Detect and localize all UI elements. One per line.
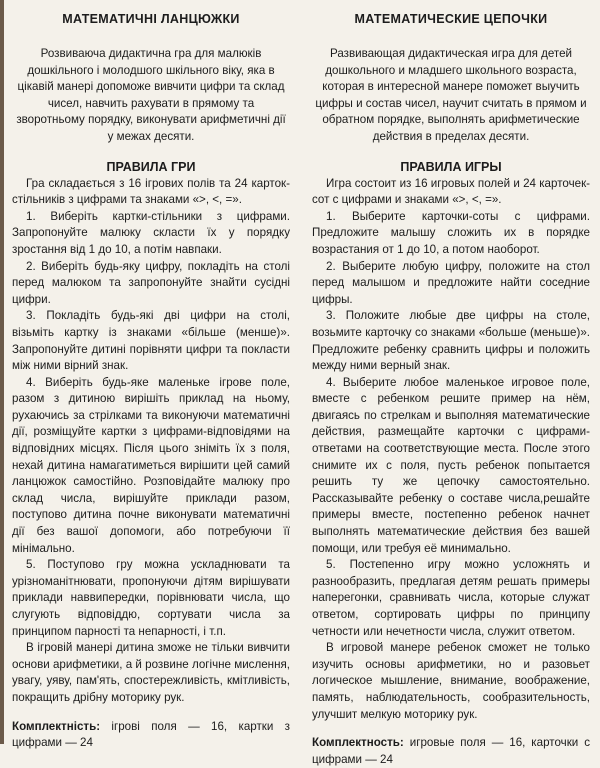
ukrainian-intro: Розвиваюча дидактична гра для малюків дошкільного і молодшого шкільного віку, яка в цікавій манері допоможе вивчити цифри та склад чисел, навчить рахувати в прямому та зворотньому порядку, виконувати арифметичні дії у межах десяти. xyxy=(16,47,286,143)
russian-column xyxy=(312,8,590,768)
russian-kit-text: игровые поля — 16, карточки с цифрами — 24 xyxy=(312,736,590,766)
russian-rules-paragraph: 4. Выберите любое маленькое игровое поле, вместе с ребенком решите пример на нём, двигаясь по стрелкам и выполняя математические действия, размещайте карточки с цифрами-ответами на соответствующие места. После этого снимите их с поля, пусть ребенок попытается решить ту же цепочку самостоятельно. Рассказывайте ребенку о составе числа,решайте примеры вместе, постепенно ребенок начнет выполнять математические действия без вашей помощи, или требуя её минимально. xyxy=(312,375,590,555)
russian-rules-paragraph: 1. Выберите карточки-соты с цифрами. Предложите малышу сложить их в порядке возрастания от 1 до 10, а потом наоборот. xyxy=(312,209,590,256)
ukrainian-rules-paragraph: 3. Покладіть будь-які дві цифри на столі, візьміть картку із знаками «більше (менше)». Запропонуйте дитині порівняти цифри та покласти між ними вірний знак. xyxy=(12,309,290,373)
page-edge xyxy=(0,0,4,744)
russian-title: МАТЕМАТИЧЕСКИЕ ЦЕПОЧКИ xyxy=(354,12,548,26)
ukrainian-rules-paragraph: 1. Виберіть картки-стільники з цифрами. Запропонуйте малюку скласти їх у порядку зростання від 1 до 10, а потім навпаки. xyxy=(12,209,290,256)
ukrainian-rules-heading: ПРАВИЛА ГРИ xyxy=(106,159,196,174)
russian-rules-paragraph: Игра состоит из 16 игровых полей и 24 карточек-сот с цифрами и знаками «>, <, =». xyxy=(312,176,590,207)
ukrainian-kit-text: ігрові поля — 16, картки з цифрами — 24 xyxy=(12,719,290,750)
ukrainian-rules-paragraph: 5. Поступово гру можна ускладнювати та урізноманітнювати, пропонуючи дітям вирішувати приклади наввипередки, порівнювати числа, що слугують відповіддю, сортувати числа за принципом парності та непарності, і т.п. xyxy=(12,558,290,638)
ukrainian-rules-paragraph: В ігровій манері дитина зможе не тільки вивчити основи арифметики, а й розвине логічне мислення, увагу, уяву, пам'ять, спостережливість, кмітливість, покращить дрібну моторику рук. xyxy=(12,641,290,704)
ukrainian-rules-paragraph: Гра складається з 16 ігрових полів та 24 карток-стільників з цифрами та знаками «>, <, =». xyxy=(12,176,290,207)
russian-rules-paragraph: 3. Положите любые две цифры на столе, возьмите карточку со знаками «больше (меньше)». Предложите ребенку сравнить цифры и положить между ними верный знак. xyxy=(312,309,590,373)
russian-rules-paragraph: 5. Постепенно игру можно усложнять и разнообразить, предлагая детям решать примеры наперегонки, сравнивать числа, которые служат ответом, сортировать цифры по принципу четности или нечетности числа, служит ответом. xyxy=(312,558,590,638)
ukrainian-title: МАТЕМАТИЧНІ ЛАНЦЮЖКИ xyxy=(62,12,240,26)
russian-intro: Развивающая дидактическая игра для детей дошкольного и младшего школьного возраста, которая в интересной манере поможет выучить цифры и состав чисел, научит считать в прямом и обратном порядке, выполнять арифметические действия в пределах десяти. xyxy=(315,47,587,143)
ukrainian-rules-paragraph: 2. Виберіть будь-яку цифру, покладіть на столі перед малюком та запропонуйте знайти сусідні цифри. xyxy=(12,259,290,306)
ukrainian-column xyxy=(12,8,290,768)
russian-rules-paragraph: 2. Выберите любую цифру, положите на стол перед малышом и предложите найти соседние цифры. xyxy=(312,259,590,306)
ukrainian-rules-paragraph: 4. Виберіть будь-яке маленьке ігрове поле, разом з дитиною вирішіть приклад на ньому, рухаючись за стрілками та виконуючи математичні дії, розміщуйте картки з цифрами-відповідями на відповідних місцях. Після цього зніміть їх з поля, нехай дитина намагатиметься вирішити цей самий ланцюжок самостійно. Розповідайте малюку про склад числа, вирішуйте приклади разом, поступово дитина почне виконувати математичні дії без вашої допомоги, або потребуючи її мінімально. xyxy=(12,375,290,555)
russian-kit-label: Комплектность: xyxy=(312,736,404,750)
ukrainian-kit-label: Комплектність: xyxy=(12,719,101,733)
russian-rules-heading: ПРАВИЛА ИГРЫ xyxy=(400,159,502,174)
ukrainian-kit-contents xyxy=(12,719,290,752)
russian-rules-paragraph: В игровой манере ребенок сможет не только изучить основы арифметики, но и разовьет логическое мышление, внимание, воображение, память, наблюдательность, сообразительность, улучшит мелкую моторику рук. xyxy=(312,641,590,721)
russian-kit-contents xyxy=(312,735,590,768)
